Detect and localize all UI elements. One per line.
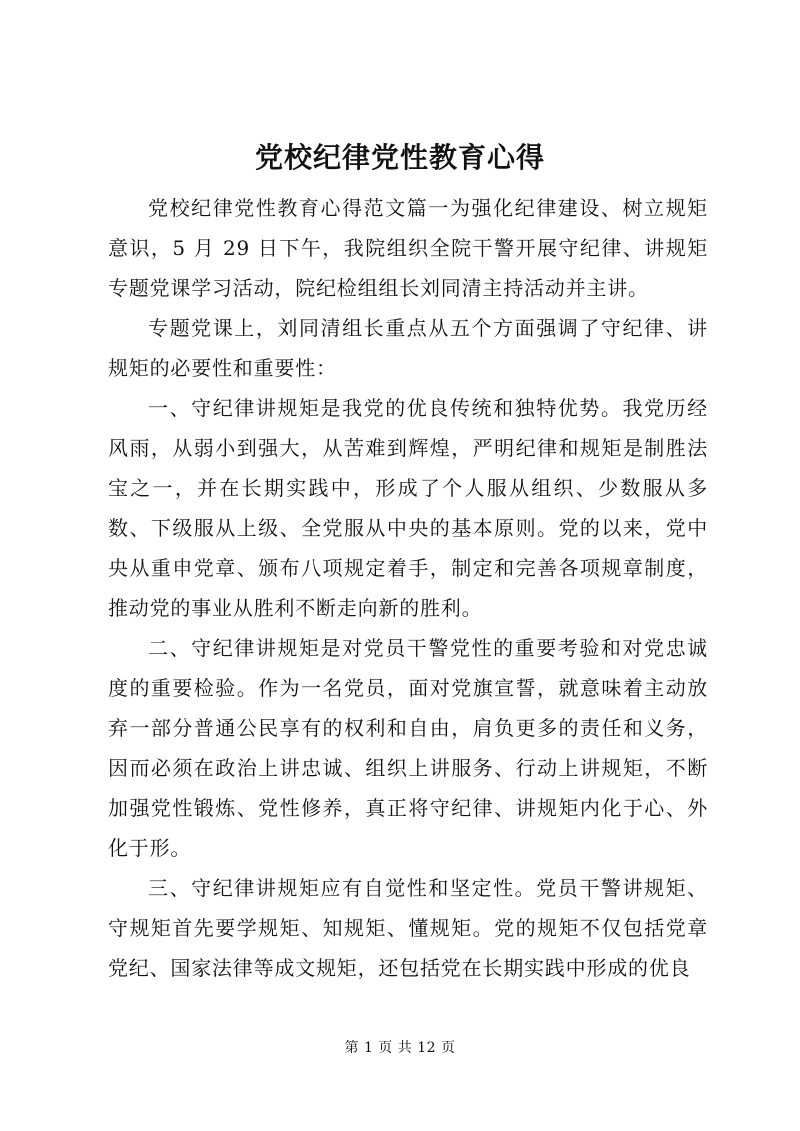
paragraph-overview: 专题党课上，刘同清组长重点从五个方面强调了守纪律、讲规矩的必要性和重要性： [108,316,708,380]
document-body [108,188,708,988]
paragraph-point-three: 三、守纪律讲规矩应有自觉性和坚定性。党员干警讲规矩、守规矩首先要学规矩、知规矩、懂规矩。党的规矩不仅包括党章党纪、国家法律等成文规矩，还包括党在长期实践中形成的优良 [108,876,708,980]
paragraph-point-one: 一、守纪律讲规矩是我党的优良传统和独特优势。我党历经风雨，从弱小到强大，从苦难到辉煌，严明纪律和规矩是制胜法宝之一，并在长期实践中，形成了个人服从组织、少数服从多数、下级服从上级、全党服从中央的基本原则。党的以来，党中央从重申党章、颁布八项规定着手，制定和完善各项规章制度，推动党的事业从胜利不断走向新的胜利。 [108,396,708,620]
page-number-footer: 第 1 页 共 12 页 [344,1040,456,1056]
paragraph-intro: 党校纪律党性教育心得范文篇一为强化纪律建设、树立规矩意识，5 月 29 日下午，我院组织全院干警开展守纪律、讲规矩专题党课学习活动，院纪检组组长刘同清主持活动并主讲。 [108,196,708,300]
paragraph-point-two: 二、守纪律讲规矩是对党员干警党性的重要考验和对党忠诚度的重要检验。作为一名党员，面对党旗宣誓，就意味着主动放弃一部分普通公民享有的权利和自由，肩负更多的责任和义务，因而必须在政治上讲忠诚、组织上讲服务、行动上讲规矩，不断加强党性锻炼、党性修养，真正将守纪律、讲规矩内化于心、外化于形。 [108,636,708,860]
document-title: 党校纪律党性教育心得 [254,141,545,174]
